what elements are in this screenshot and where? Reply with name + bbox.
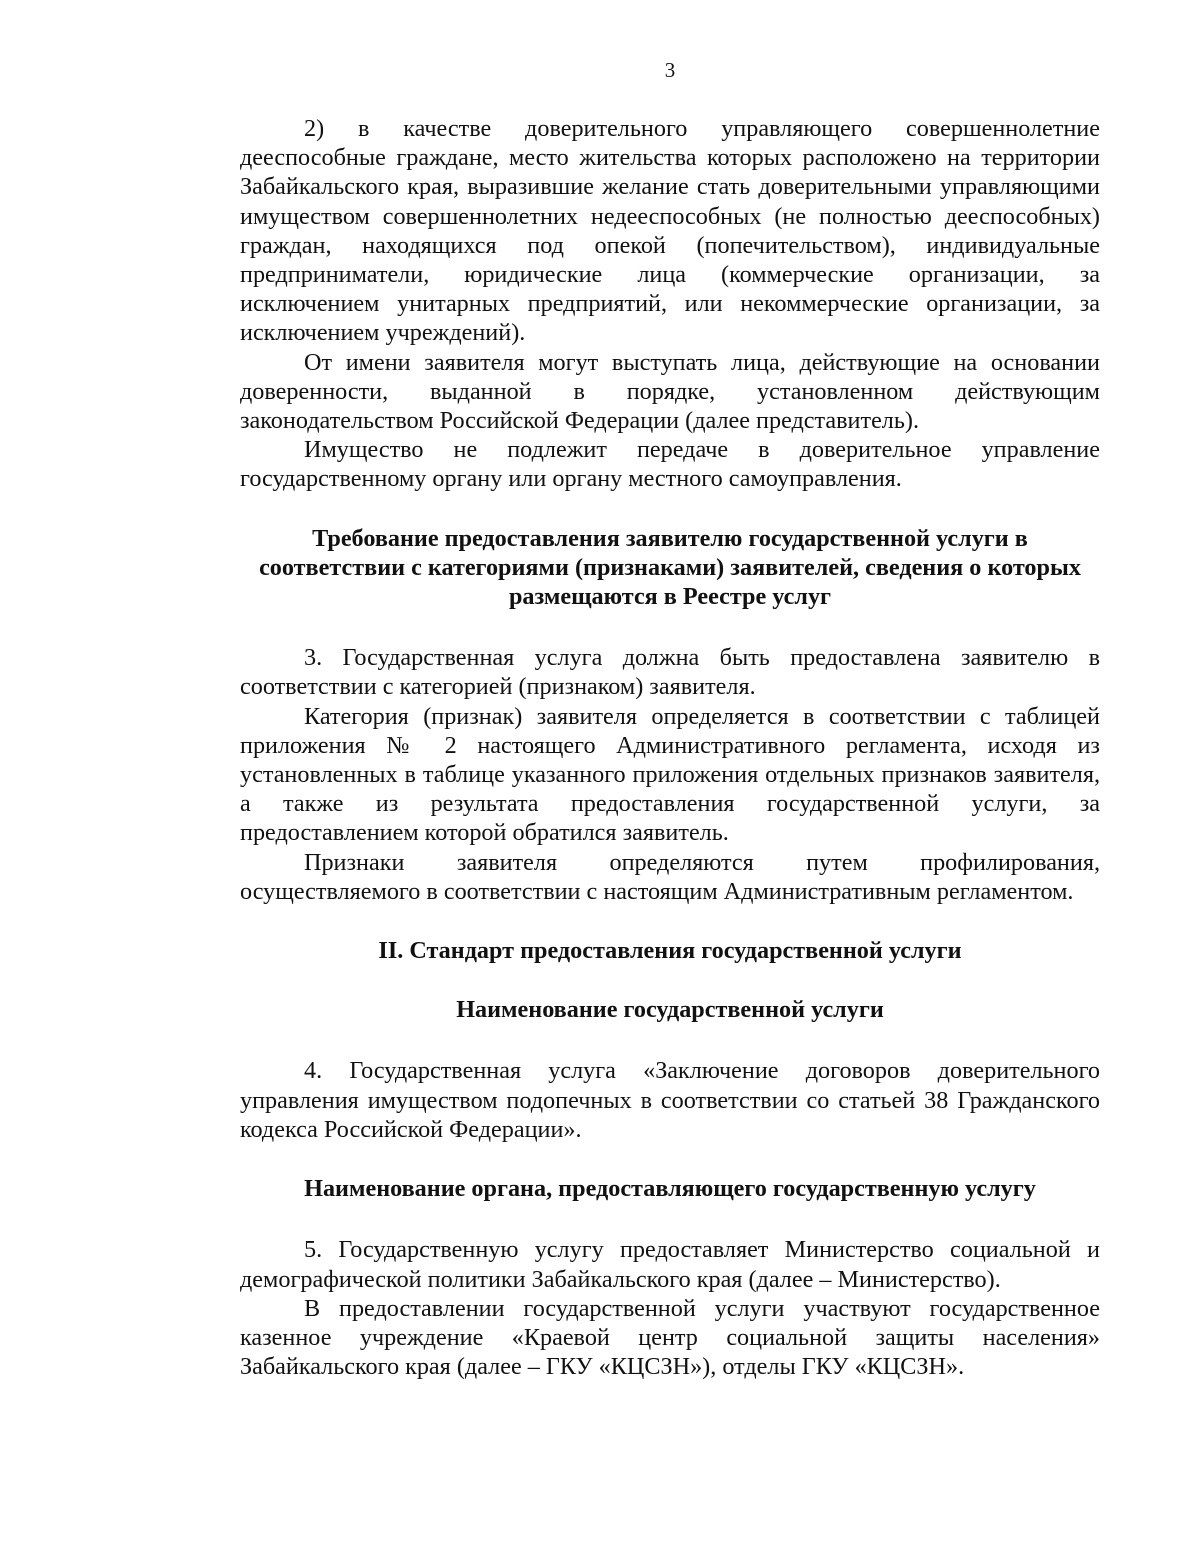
paragraph-profiling: Признаки заявителя определяются путем профилирования, осуществляемого в соответствии с настоящим Административным регламентом. — [240, 848, 1100, 905]
heading-applicant-categories: Требование предоставления заявителю государственной услуги в соответствии с категориями (признаками) заявителей, сведения о которых размещаются в Реестре услуг — [259, 524, 1081, 611]
paragraph-service-by-category: 3. Государственная услуга должна быть предоставлена заявителю в соответствии с категорией (признаком) заявителя. — [240, 644, 1100, 701]
heading-providing-authority: Наименование органа, предоставляющего государственную услугу — [304, 1175, 1036, 1203]
paragraph-trustee-eligibility: 2) в качестве доверительного управляющего совершеннолетние дееспособные граждане, место жительства которых расположено на территории Забайкальского края, выразившие желание стать доверительными управляющими имуществом совершеннолетних недееспособных (не полностью дееспособных) граждан, находящихся под опекой (попечительством), индивидуальные предприниматели, юридические лица (коммерческие организации, за исключением унитарных предприятий, или некоммерческие организации, за исключением учреждений). — [240, 115, 1100, 347]
paragraph-participating-institutions: В предоставлении государственной услуги участвуют государственное казенное учреждение «Краевой центр социальной защиты населения» Забайкальского края (далее – ГКУ «КЦСЗН»), отделы ГКУ «КЦСЗН». — [240, 1294, 1100, 1381]
paragraph-category-definition: Категория (признак) заявителя определяется в соответствии с таблицей приложения № 2 настоящего Административного регламента, исходя из установленных в таблице указанного приложения отдельных признаков заявителя, а также из результата предоставления государственной услуги, за предоставлением которой обратился заявитель. — [240, 702, 1100, 847]
heading-section-standard: II. Стандарт предоставления государственной услуги — [378, 937, 962, 965]
paragraph-property-restriction: Имущество не подлежит передаче в доверительное управление государственному органу или органу местного самоуправления. — [240, 436, 1100, 493]
paragraph-service-title: 4. Государственная услуга «Заключение договоров доверительного управления имуществом подопечных в соответствии со статьей 38 Гражданского кодекса Российской Федерации». — [240, 1057, 1100, 1143]
document-body — [240, 114, 1100, 1381]
paragraph-representative: От имени заявителя могут выступать лица, действующие на основании доверенности, выданной в порядке, установленном действующим законодательством Российской Федерации (далее представитель). — [240, 348, 1100, 435]
heading-service-name: Наименование государственной услуги — [456, 996, 884, 1024]
page-number: 3 — [664, 58, 676, 82]
paragraph-ministry: 5. Государственную услугу предоставляет Министерство социальной и демографической политики Забайкальского края (далее – Министерство). — [240, 1236, 1100, 1293]
